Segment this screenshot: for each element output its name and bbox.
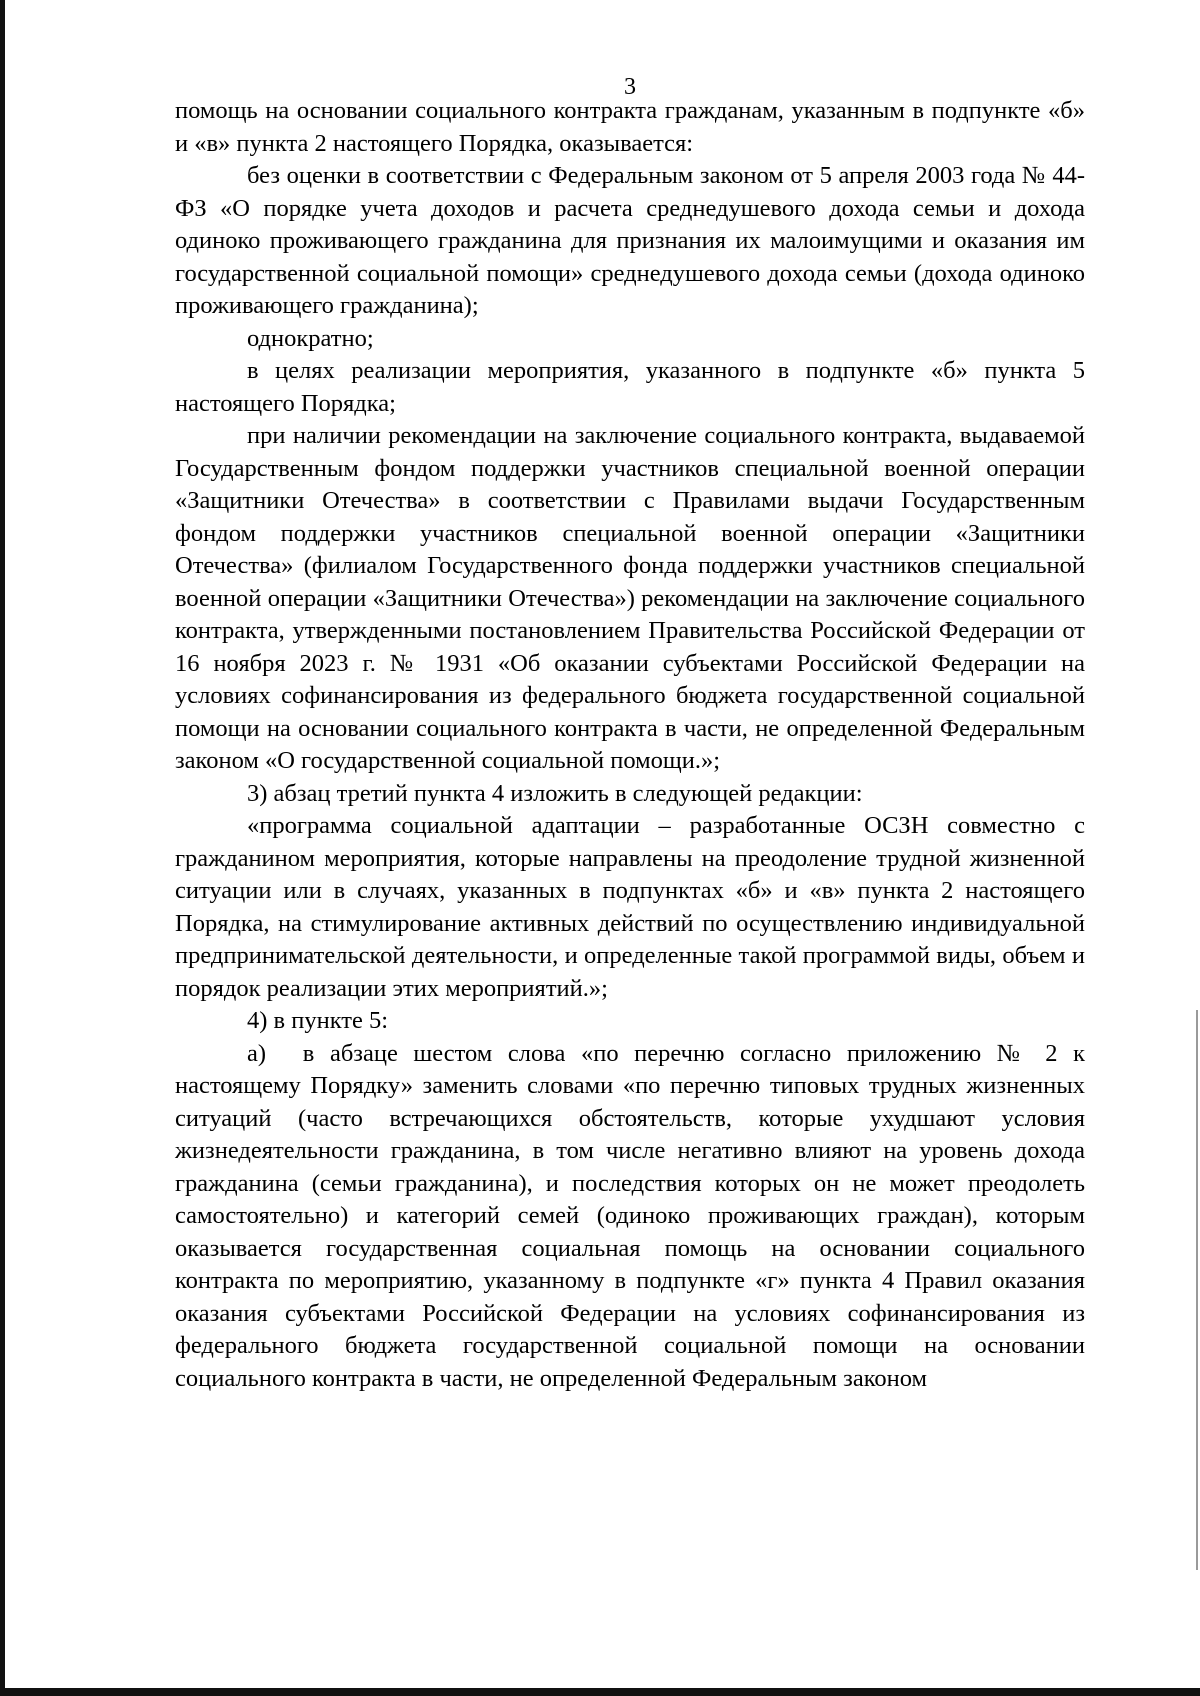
document-body xyxy=(175,95,1085,1395)
paragraph: «программа социальной адаптации – разработанные ОСЗН совместно с гражданином мероприятия, которые направлены на преодоление трудной жизненной ситуации или в случаях, указанных в подпунктах «б» и «в» пункта 2 настоящего Порядка, на стимулирование активных действий по осуществлению индивидуальной предпринимательской деятельности, и определенные такой программой виды, объем и порядок реализации этих мероприятий.»; xyxy=(175,812,1085,1002)
page-number: 3 xyxy=(624,74,636,100)
scan-edge-left xyxy=(0,0,5,1696)
paragraph: 4) в пункте 5: xyxy=(247,1007,389,1034)
scan-edge-bottom xyxy=(0,1688,1200,1696)
paragraph: в целях реализации мероприятия, указанного в подпункте «б» пункта 5 настоящего Порядка; xyxy=(175,357,1085,417)
paragraph: 3) абзац третий пункта 4 изложить в следующей редакции: xyxy=(247,779,863,807)
paragraph: а) в абзаце шестом слова «по перечню согласно приложению № 2 к настоящему Порядку» заменить словами «по перечню типовых трудных жизненных ситуаций (часто встречающихся обстоятельств, которые ухудшают условия жизнедеятельности гражданина, в том числе негативно влияют на уровень дохода гражданина (семьи гражданина), и последствия которых он не может преодолеть самостоятельно) и категорий семей (одиноко проживающих граждан), которым оказывается государственная социальная помощь на основании социального контракта по мероприятию, указанному в подпункте «г» пункта 4 Правил оказания оказания субъектами Российской Федерации на условиях софинансирования из федерального бюджета государственной социальной помощи на основании социального контракта в части, не определенной Федеральным законом xyxy=(175,1039,1085,1392)
paragraph: однократно; xyxy=(247,324,374,352)
paragraph: без оценки в соответствии с Федеральным законом от 5 апреля 2003 года № 44-ФЗ «О порядке учета доходов и расчета среднедушевого дохода семьи и дохода одиноко проживающего гражданина для признания их малоимущими и оказания им государственной социальной помощи» среднедушевого дохода семьи (дохода одиноко проживающего гражданина); xyxy=(175,162,1085,319)
paragraph: при наличии рекомендации на заключение социального контракта, выдаваемой Государственным фондом поддержки участников специальной военной операции «Защитники Отечества» в соответствии с Правилами выдачи Государственным фондом поддержки участников специальной военной операции «Защитники Отечества» (филиалом Государственного фонда поддержки участников специальной военной операции «Защитники Отечества») рекомендации на заключение социального контракта, утвержденными постановлением Правительства Российской Федерации от 16 ноября 2023 г. № 1931 «Об оказании субъектами Российской Федерации на условиях софинансирования из федерального бюджета государственной социальной помощи на основании социального контракта в части, не определенной Федеральным законом «О государственной социальной помощи.»; xyxy=(175,422,1085,774)
paragraph: помощь на основании социального контракта гражданам, указанным в подпункте «б» и «в» пункта 2 настоящего Порядка, оказывается: xyxy=(175,97,1085,157)
scan-edge-right-mark xyxy=(1196,1010,1198,1570)
